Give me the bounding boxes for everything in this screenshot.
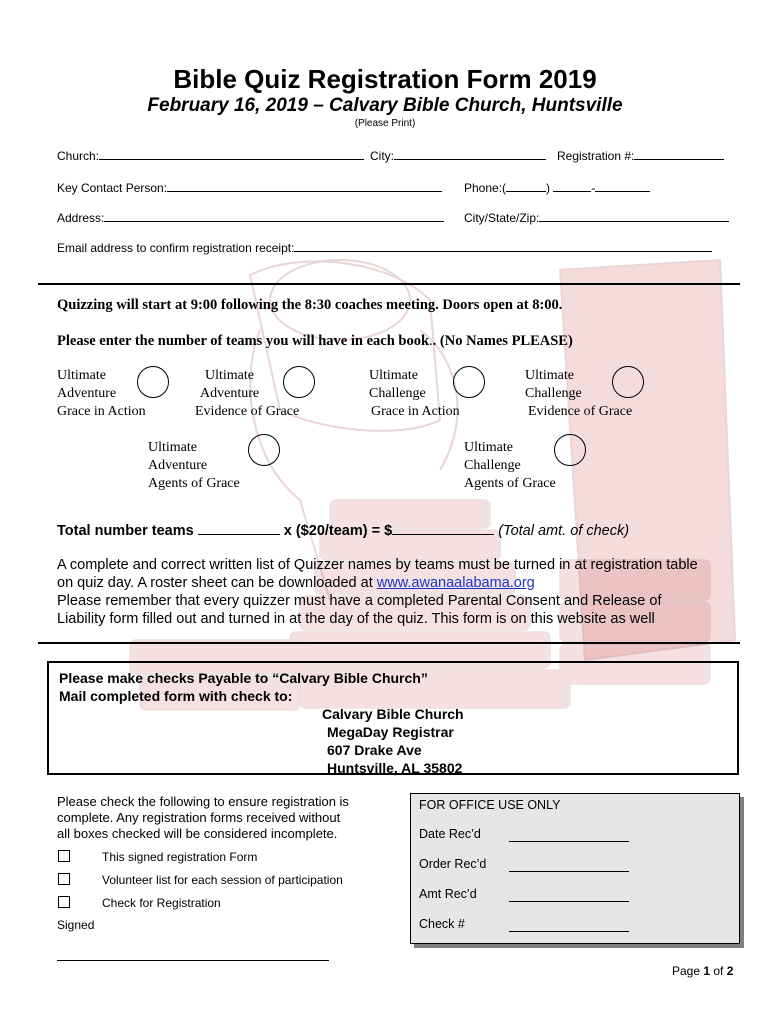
team-count-circle[interactable] [612,366,644,398]
book-line: Agents of Grace [464,476,556,491]
mail-address-line: 607 Drake Ave [327,742,422,758]
team-count-circle[interactable] [248,434,280,466]
book-line: Grace in Action [371,404,460,419]
book-line: Challenge [369,386,426,401]
page-number [672,964,733,978]
form-subtitle: February 16, 2019 – Calvary Bible Church, Huntsville [147,95,623,116]
info-line: Liability form filled out and turned in at the day of the quiz. This form is on this website as well [57,611,655,627]
signed-label: Signed [57,918,95,932]
phone-dash: - [591,181,596,195]
teams-prompt-suffix: . (No Names PLEASE) [432,333,573,349]
phone-number-line[interactable] [595,180,650,192]
book-line: Ultimate [369,368,418,383]
office-row-label: Check # [419,917,465,931]
team-count-circle[interactable] [554,434,586,466]
key-contact-label: Key Contact Person: [57,181,168,195]
city-label: City: [370,149,394,163]
book-line: Ultimate [205,368,254,383]
mail-address-line: Huntsville, AL 35802 [327,760,463,776]
book-line: Agents of Grace [148,476,240,491]
total-teams-label: Total number teams [57,523,194,539]
checklist-intro-line: Please check the following to ensure registration is [57,794,349,809]
email-input-line[interactable] [294,240,712,252]
book-entry [464,439,556,493]
info-paragraph [57,556,737,628]
divider-middle [38,642,740,644]
mail-address-line: MegaDay Registrar [327,724,454,740]
website-link[interactable]: www.awanaalabama.org [376,575,535,591]
book-line: Adventure [200,386,260,401]
city-field[interactable] [370,148,546,163]
phone-label: Phone:( [464,181,507,195]
book-entry [369,367,460,421]
page-total: 2 [726,964,734,978]
email-label: Email address to confirm registration receipt: [57,241,295,255]
quiz-start-note: Quizzing will start at 9:00 following the 8:30 coaches meeting. Doors open at 8:00. [57,297,563,313]
phone-paren: ) [546,181,551,195]
total-amount-input-line[interactable] [392,521,494,535]
city-state-zip-input-line[interactable] [539,210,729,222]
checklist-intro [57,794,349,842]
teams-prompt-text: Please enter the number of teams you will have in each book [57,333,430,349]
office-use-box [410,793,740,944]
checklist-checkbox[interactable] [58,850,70,862]
book-line: Grace in Action [57,404,146,419]
checklist-item: This signed registration Form [102,850,258,864]
mail-to-label: Mail completed form with check to: [59,688,293,704]
book-line: Ultimate [57,368,106,383]
mail-address-line: Calvary Bible Church [322,706,464,722]
key-contact-input-line[interactable] [167,180,442,192]
checklist-checkbox[interactable] [58,896,70,908]
office-row-line[interactable] [509,870,629,872]
office-row-line[interactable] [509,930,629,932]
city-state-zip-label: City/State/Zip: [464,211,540,225]
office-row-line[interactable] [509,840,629,842]
address-label: Address: [57,211,105,225]
key-contact-field[interactable] [57,180,442,195]
book-entry [148,439,240,493]
mailing-instructions-box [47,661,739,775]
book-line: Challenge [464,458,521,473]
book-line: Evidence of Grace [528,404,633,419]
team-count-circle[interactable] [453,366,485,398]
church-label: Church: [57,149,100,163]
city-state-zip-field[interactable] [464,210,729,225]
registration-input-line[interactable] [634,148,724,160]
page-current: 1 [703,964,711,978]
book-line: Ultimate [464,440,513,455]
page-of: of [710,964,727,978]
address-input-line[interactable] [104,210,444,222]
church-input-line[interactable] [99,148,364,160]
team-count-circle[interactable] [137,366,169,398]
info-line: A complete and correct written list of Quizzer names by teams must be turned in at registration table [57,557,698,573]
checklist-checkbox[interactable] [58,873,70,885]
checklist-item: Volunteer list for each session of participation [102,873,343,887]
book-line: Adventure [148,458,208,473]
book-line: Challenge [525,386,582,401]
teams-prompt [57,332,573,350]
info-line [57,574,737,592]
book-entry [57,367,146,421]
please-print-note: (Please Print) [354,118,416,129]
total-multiplier: x ($20/team) = $ [283,523,393,539]
payable-to: Please make checks Payable to “Calvary Bible Church” [59,670,428,686]
city-input-line[interactable] [394,148,546,160]
registration-label: Registration #: [557,149,635,163]
phone-prefix-line[interactable] [553,180,591,192]
book-line: Adventure [57,386,117,401]
teams-prompt-dot: . [429,333,433,349]
checklist-intro-line: complete. Any registration forms received without [57,810,341,825]
registration-field[interactable] [557,148,724,163]
office-row-line[interactable] [509,900,629,902]
checklist-item: Check for Registration [102,896,221,910]
signature-line[interactable] [57,960,329,961]
phone-area-line[interactable] [506,180,546,192]
form-title: Bible Quiz Registration Form 2019 [173,64,597,94]
office-title: FOR OFFICE USE ONLY [419,798,561,812]
total-teams-row[interactable] [57,521,629,539]
total-teams-input-line[interactable] [198,521,280,535]
team-count-circle[interactable] [283,366,315,398]
office-row-label: Amt Rec’d [419,887,477,901]
office-row-label: Order Rec’d [419,857,487,871]
divider-top [38,283,740,285]
checklist-intro-line: all boxes checked will be considered incomplete. [57,826,338,841]
total-note: (Total amt. of check) [498,523,630,539]
office-row-label: Date Rec’d [419,827,481,841]
address-field[interactable] [57,210,444,225]
page-prefix: Page [672,964,704,978]
church-field[interactable] [57,148,364,163]
info-line-text: on quiz day. A roster sheet can be downloaded at [57,575,377,591]
book-line: Ultimate [525,368,574,383]
info-line: Please remember that every quizzer must have a completed Parental Consent and Release of [57,593,662,609]
book-line: Ultimate [148,440,197,455]
phone-field[interactable] [464,180,650,195]
email-field[interactable] [57,240,712,255]
book-line: Evidence of Grace [195,404,300,419]
